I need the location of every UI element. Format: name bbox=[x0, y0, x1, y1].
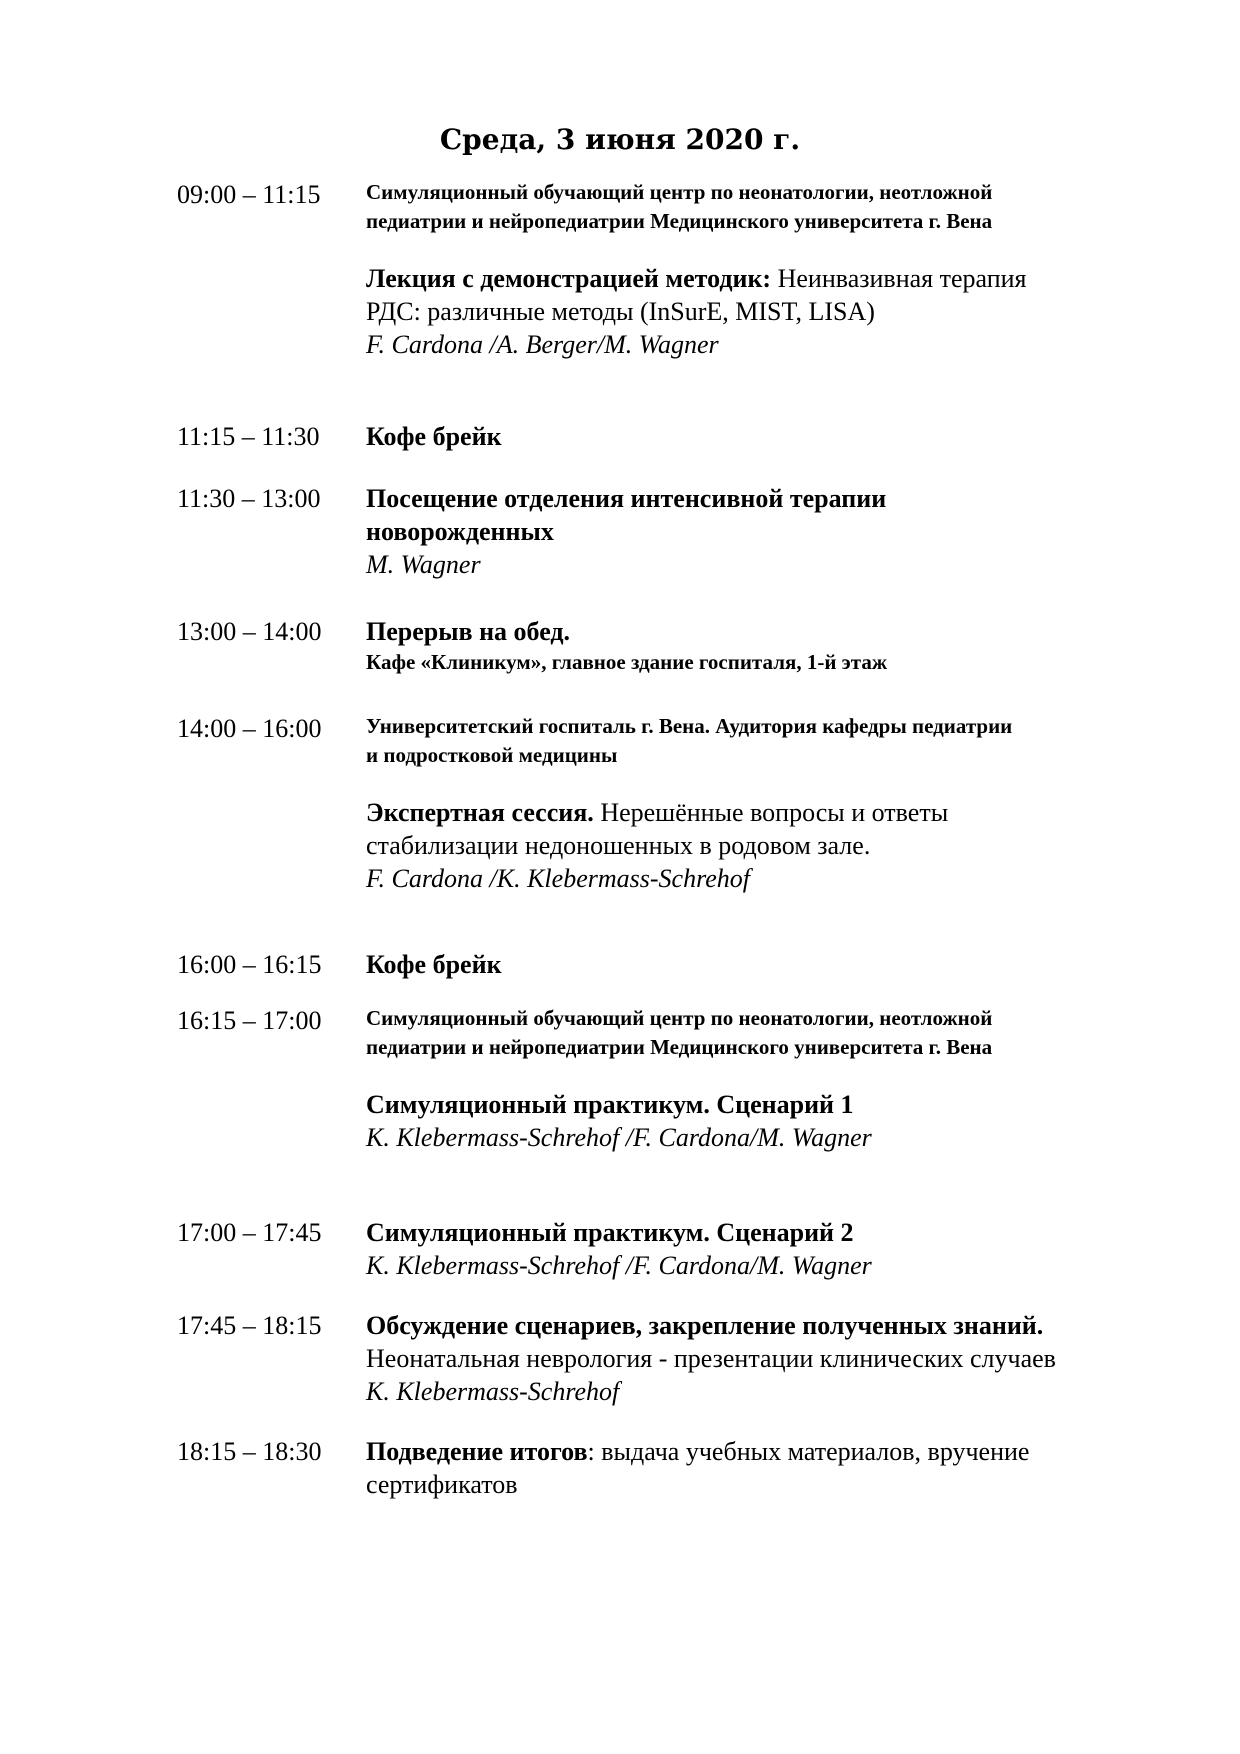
speakers: F. Cardona /K. Klebermass-Schrehof bbox=[366, 864, 750, 893]
slot-content bbox=[366, 1216, 1166, 1282]
venue-line: и подростковой медицины bbox=[366, 743, 618, 767]
slot-title: Посещение отделения интенсивной терапии bbox=[366, 484, 887, 513]
speakers: K. Klebermass-Schrehof /F. Cardona/M. Wagner bbox=[366, 1251, 872, 1280]
slot-content bbox=[366, 712, 1166, 895]
summary-text: : выдача учебных материалов, вручение bbox=[587, 1437, 1030, 1466]
venue-line: Симуляционный обучающий центр по неонатологии, неотложной bbox=[366, 180, 993, 204]
slot-title: Симуляционный практикум. Сценарий 1 bbox=[366, 1090, 854, 1119]
venue-line: педиатрии и нейропедиатрии Медицинского университета г. Вена bbox=[366, 209, 993, 233]
slot-time: 14:00 – 16:00 bbox=[177, 714, 322, 743]
venue-line: Симуляционный обучающий центр по неонатологии, неотложной bbox=[366, 1006, 993, 1030]
slot-title: Перерыв на обед. bbox=[366, 617, 571, 646]
slot-title: новорожденных bbox=[366, 517, 554, 546]
slot-content bbox=[366, 948, 1166, 981]
slot-time: 11:30 – 13:00 bbox=[177, 484, 321, 513]
session-text: Неинвазивная терапия bbox=[771, 264, 1027, 293]
slot-time: 18:15 – 18:30 bbox=[177, 1437, 322, 1466]
slot-content bbox=[366, 1435, 1166, 1501]
slot-content bbox=[366, 1309, 1166, 1408]
session-line bbox=[366, 796, 1166, 829]
slot-content bbox=[366, 615, 1166, 677]
slot-time: 17:00 – 17:45 bbox=[177, 1218, 322, 1247]
slot-title: Кофе брейк bbox=[366, 422, 502, 451]
slot-time: 16:00 – 16:15 bbox=[177, 950, 322, 979]
slot-content bbox=[366, 1004, 1166, 1154]
slot-title: Симуляционный практикум. Сценарий 2 bbox=[366, 1218, 854, 1247]
speakers: M. Wagner bbox=[366, 550, 481, 579]
slot-time: 17:45 – 18:15 bbox=[177, 1311, 322, 1340]
slot-text: Неонатальная неврология - презентации клинических случаев bbox=[366, 1344, 1056, 1373]
page-title: Среда, 3 июня 2020 г. bbox=[439, 123, 801, 156]
session-label: Лекция с демонстрацией методик: bbox=[366, 264, 772, 293]
summary-label: Подведение итогов bbox=[366, 1437, 588, 1466]
slot-time: 16:15 – 17:00 bbox=[177, 1006, 322, 1035]
summary-text: сертификатов bbox=[366, 1470, 518, 1499]
speakers: F. Cardona /A. Berger/M. Wagner bbox=[366, 330, 719, 359]
session-line bbox=[366, 262, 1166, 295]
slot-content bbox=[366, 420, 1166, 453]
speakers: K. Klebermass-Schrehof bbox=[366, 1377, 620, 1406]
slot-title: Обсуждение сценариев, закрепление полученных знаний. bbox=[366, 1311, 1044, 1340]
slot-content bbox=[366, 178, 1166, 361]
session-text: Нерешённые вопросы и ответы bbox=[593, 798, 949, 827]
session-label: Экспертная сессия. bbox=[366, 798, 594, 827]
slot-content bbox=[366, 482, 1166, 581]
slot-time: 09:00 – 11:15 bbox=[177, 180, 321, 209]
location-note: Кафе «Клиникум», главное здание госпиталя, 1-й этаж bbox=[366, 650, 888, 674]
slot-time: 11:15 – 11:30 bbox=[177, 422, 320, 451]
slot-time: 13:00 – 14:00 bbox=[177, 617, 322, 646]
summary-line bbox=[366, 1435, 1166, 1468]
session-text: РДС: различные методы (InSurE, MIST, LISA) bbox=[366, 297, 875, 326]
session-text: стабилизации недоношенных в родовом зале. bbox=[366, 831, 871, 860]
speakers: K. Klebermass-Schrehof /F. Cardona/M. Wagner bbox=[366, 1123, 872, 1152]
venue-line: педиатрии и нейропедиатрии Медицинского университета г. Вена bbox=[366, 1035, 993, 1059]
venue-line: Университетский госпиталь г. Вена. Аудитория кафедры педиатрии bbox=[366, 714, 1013, 738]
slot-title: Кофе брейк bbox=[366, 950, 502, 979]
